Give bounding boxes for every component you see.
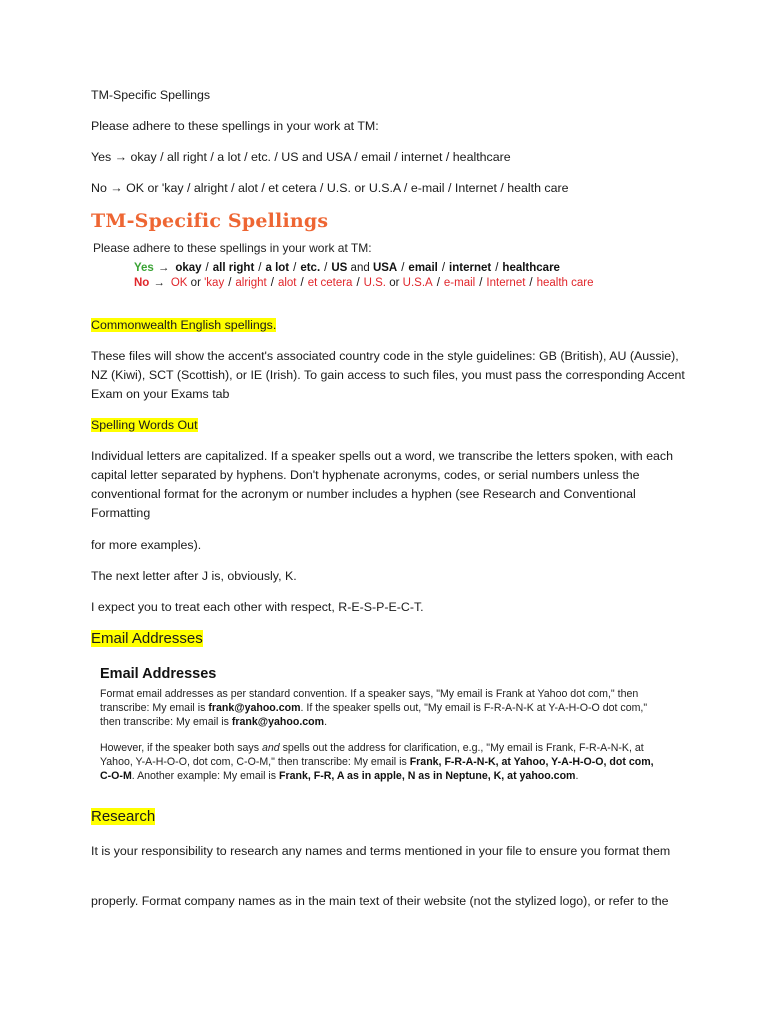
spelling-example-1: The next letter after J is, obviously, K. [91,569,297,583]
yes-item: okay [175,262,202,274]
spelling-more: for more examples). [91,538,202,552]
no-item: U.S.A [402,277,433,289]
no-item: e-mail [443,277,476,289]
doc-title-text: TM-Specific Spellings [91,88,211,102]
email-image [100,666,670,786]
commonwealth-heading [91,316,691,335]
doc-yes-line: Yes → okay / all right / a lot / etc. / US and USA / email / internet / healthcare [91,150,511,164]
commonwealth-heading-text: Commonwealth English spellings. [91,318,277,332]
email-heading-text: Email Addresses [91,630,203,647]
arrow-right-icon: → [157,262,170,274]
no-item: health care [536,277,594,289]
email-image-paragraph-2: However, if the speaker both says and spells out the address for clarification, e.g., "My email is Frank, F-R-A-N-K, at Yahoo, Y-A-H-O-O, dot com, C-O-M," then transcribe: My email is Frank, F-R-A-N-K, at Yahoo, Y-A-H-O-O, dot com, C-O-M. Another example: My email is Frank, F-R, A as in apple, N as in Neptune, K, at yahoo.com. [100,742,654,782]
no-item: alot [277,277,297,289]
no-item: U.S. [363,277,387,289]
doc-no-line: No → OK or 'kay / alright / alot / et cetera / U.S. or U.S.A / e-mail / Internet / health care [91,181,569,195]
spelling-body: Individual letters are capitalized. If a speaker spells out a word, we transcribe the letters spoken, with each capital letter separated by hyphens. Don't hyphenate acronyms, codes, or serial numbers unless the conventional format for the acronym or number includes a hyphen (see Research and Conventional Formatting [91,449,673,520]
yes-item: internet [449,262,492,274]
spellings-image-subtitle: Please adhere to these spellings in your work at TM: [93,241,372,255]
no-item: OK [170,277,188,289]
yes-item: US [331,262,348,274]
yes-label: Yes [134,262,154,274]
no-item: alright [235,277,267,289]
no-item: et cetera [307,277,353,289]
yes-item: USA [372,262,398,274]
yes-connector: and [350,262,370,274]
commonwealth-body: These files will show the accent's associated country code in the style guidelines: GB (British), AU (Aussie), NZ (Kiwi), SCT (Scottish), or IE (Irish). To gain access to such files, you must pass the corresponding Accent Exam on your Exams tab [91,349,685,401]
no-connector: or [190,277,201,289]
no-connector: or [389,277,400,289]
yes-item: email [408,262,438,274]
research-paragraph-2: properly. Format company names as in the main text of their website (not the stylized logo), or refer to the [91,894,669,908]
spelling-heading-text: Spelling Words Out [91,418,198,432]
arrow-right-icon: → [153,277,165,289]
spelling-heading [91,416,691,435]
yes-item: healthcare [502,262,560,274]
email-image-title: Email Addresses [100,666,217,682]
spellings-yes-row: Yes → okay / all right / a lot / etc. / US and USA / email / internet / healthcare [134,262,560,274]
spellings-no-row: No → OK or 'kay / alright / alot / et cetera / U.S. or U.S.A / e-mail / Internet / health care [134,277,594,289]
yes-item: all right [212,262,255,274]
email-image-paragraph-1: Format email addresses as per standard convention. If a speaker says, "My email is Frank at Yahoo dot com," then transcribe: My email is frank@yahoo.com. If the speaker spells out, "My email is F-R-A-N-K at Y-A-H-O-O dot com," then transcribe: My email is frank@yahoo.com. [100,688,648,728]
spellings-image [91,210,691,300]
no-item: Internet [486,277,526,289]
spellings-image-title: TM-Specific Spellings [91,210,329,232]
no-label: No [134,277,150,289]
doc-intro-text: Please adhere to these spellings in your work at TM: [91,119,379,133]
spelling-example-2: I expect you to treat each other with respect, R-E-S-P-E-C-T. [91,600,424,614]
yes-item: etc. [300,262,321,274]
no-item: 'kay [204,277,225,289]
email-heading [91,629,691,649]
yes-item: a lot [265,262,290,274]
research-paragraph-1: It is your responsibility to research any names and terms mentioned in your file to ensure you format them [91,844,671,858]
research-heading-text: Research [91,808,156,825]
research-heading [91,807,691,827]
